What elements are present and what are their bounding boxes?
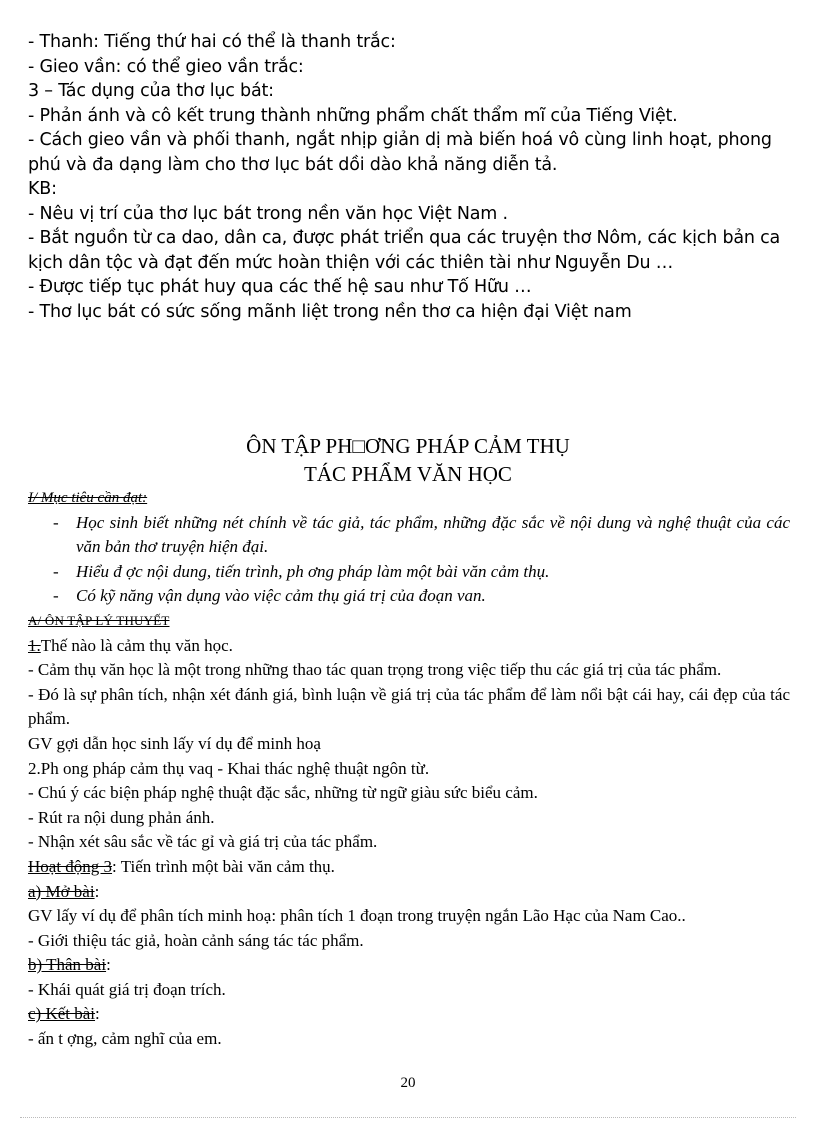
activity-label: Hoạt động 3: [28, 856, 113, 876]
activity-heading: [28, 855, 790, 880]
intro-label: a) Mở bài: [28, 881, 95, 901]
list-item: - Có kỹ năng vận dụng vào việc cảm thụ giá trị của đoạn van.: [28, 584, 790, 609]
page-number: 20: [400, 1075, 416, 1091]
text-line: KB:: [28, 179, 57, 199]
text-line: - Phản ánh và cô kết trung thành những phẩm chất thẩm mĩ của Tiếng Việt.: [28, 105, 678, 126]
text-line: - Khái quát giá trị đoạn trích.: [28, 979, 226, 999]
colon: :: [94, 881, 100, 901]
objectives-heading: I/ Mục tiêu cần đạt:: [28, 490, 148, 506]
text-line: - Được tiếp tục phát huy qua các thế hệ sau như Tố Hữu …: [28, 277, 532, 297]
theory-heading: A/ ÔN TẬP LÝ THUYẾT: [28, 612, 170, 628]
lucbat-conclusion-block: [28, 30, 798, 324]
title-line-1: ÔN TẬP PH□ƠNG PHÁP CẢM THỤ: [246, 434, 570, 458]
text-paragraph: - Bắt nguồn từ ca dao, dân ca, được phát triển qua các truyện thơ Nôm, các kịch bản ca kịch dân tộc và đạt đến mức hoàn thiện với các thiên tài như Nguyễn Du …: [28, 228, 781, 273]
list-item: - Học sinh biết những nét chính về tác giả, tác phẩm, những đặc sắc về nội dung và nghệ thuật của các văn bản thơ truyện hiện đại.: [28, 511, 790, 560]
text-line: - Cảm thụ văn học là một trong những thao tác quan trọng trong việc tiếp thu các giá trị của tác phẩm.: [28, 660, 722, 680]
question-text: Thế nào là cảm thụ văn học.: [40, 635, 233, 655]
text-line: - ấn t ợng, cảm nghĩ của em.: [28, 1029, 222, 1049]
objectives-list: [28, 511, 790, 609]
text-line: - Gieo vần: có thể gieo vần trắc:: [28, 56, 304, 77]
text-line: GV gợi dẫn học sinh lấy ví dụ để minh hoạ: [28, 733, 321, 753]
conclusion-heading: [28, 1002, 790, 1027]
conclusion-label: c) Kết bài: [28, 1004, 96, 1024]
text-line: - Rút ra nội dung phản ánh.: [28, 807, 215, 827]
lesson-body: [28, 486, 790, 1052]
text-paragraph: - Đó là sự phân tích, nhận xét đánh giá, bình luận về giá trị của tác phẩm để làm nổi bật cái hay, cái đẹp của tác phẩm.: [28, 684, 790, 729]
activity-text: : Tiến trình một bài văn cảm thụ.: [112, 856, 335, 876]
body-label: b) Thân bài: [28, 955, 107, 975]
text-line: 3 – Tác dụng của thơ lục bát:: [28, 81, 274, 101]
title-line-2: TÁC PHẨM VĂN HỌC: [304, 462, 512, 486]
question-1: [28, 634, 790, 659]
text-line: 2.Ph ong pháp cảm thụ vaq - Khai thác nghệ thuật ngôn từ.: [28, 758, 430, 778]
text-line: - Nêu vị trí của thơ lục bát trong nền văn học Việt Nam .: [28, 203, 508, 224]
colon: :: [106, 955, 111, 975]
intro-heading: [28, 880, 790, 905]
text-line: GV lấy ví dụ để phân tích minh hoạ: phân tích 1 đoạn trong truyện ngắn Lão Hạc của Nam Cao..: [28, 906, 686, 926]
footer-divider: [20, 1117, 796, 1118]
list-item: - Hiểu đ ợc nội dung, tiến trình, ph ơng pháp làm một bài văn cảm thụ.: [28, 560, 790, 585]
colon: :: [95, 1004, 100, 1024]
text-line: - Giới thiệu tác giả, hoàn cảnh sáng tác tác phẩm.: [28, 930, 364, 950]
section-title: [0, 432, 816, 488]
text-line: - Nhận xét sâu sắc về tác gỉ và giá trị của tác phẩm.: [28, 832, 378, 852]
text-line: - Thơ lục bát có sức sống mãnh liệt trong nền thơ ca hiện đại Việt nam: [28, 301, 632, 322]
question-number: 1.: [28, 635, 41, 655]
text-line: - Thanh: Tiếng thứ hai có thể là thanh trắc:: [28, 32, 396, 52]
body-heading: [28, 953, 790, 978]
text-paragraph: - Cách gieo vần và phối thanh, ngắt nhịp giản dị mà biến hoá vô cùng linh hoạt, phong phú và đa dạng làm cho thơ lục bát dồi dào khả năng diễn tả.: [28, 130, 772, 175]
text-line: - Chú ý các biện pháp nghệ thuật đặc sắc, những từ ngữ giàu sức biểu cảm.: [28, 783, 538, 803]
